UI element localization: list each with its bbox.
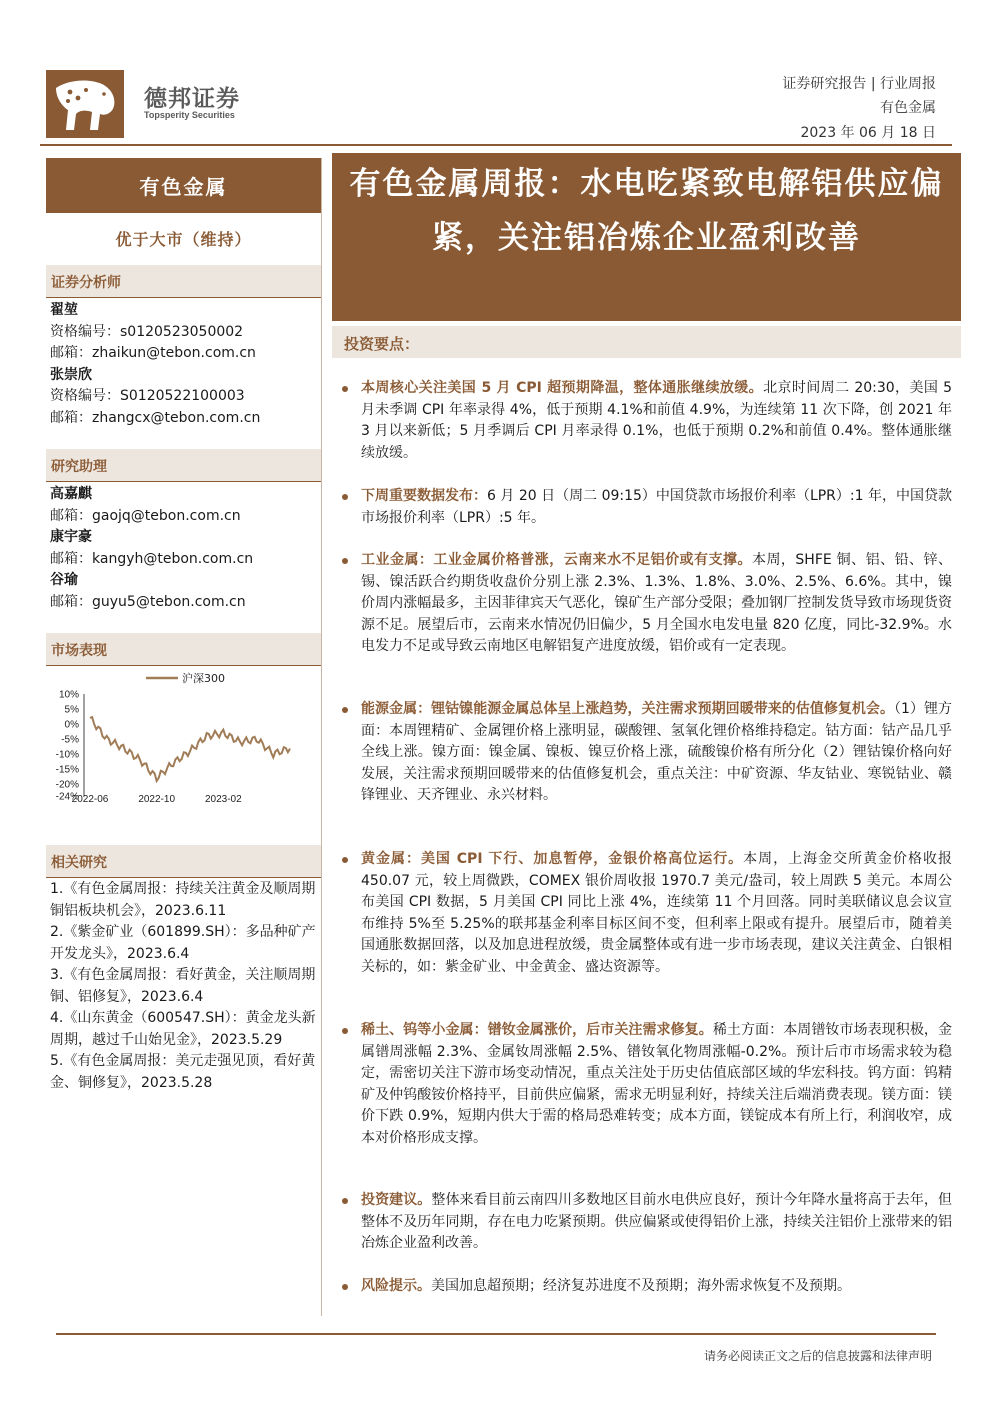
key-point <box>340 1020 952 1149</box>
analyst-cert: 资格编号：S0120522100003 <box>50 388 245 404</box>
assistant-name: 康宇豪 <box>50 529 92 545</box>
key-point <box>340 550 952 658</box>
series-line <box>90 717 290 781</box>
bullet-icon <box>342 1028 348 1034</box>
key-point-lead: 风险提示。 <box>361 1278 431 1294</box>
y-tick-label: 0% <box>64 719 79 731</box>
key-point <box>340 699 952 807</box>
report-title: 有色金属周报：水电吃紧致电解铝供应偏紧，关注铝冶炼企业盈利改善 <box>332 153 961 321</box>
column-divider <box>321 158 322 1316</box>
bullet-icon <box>342 707 348 713</box>
divider <box>46 481 321 482</box>
bullet-icon <box>342 1198 348 1204</box>
x-tick-label: 2022-10 <box>138 794 176 805</box>
related-item[interactable]: 1.《有色金属周报：持续关注黄金及顺周期铜铝板块机会》，2023.6.11 <box>50 881 316 919</box>
related-heading: 相关研究 <box>46 845 321 877</box>
key-point <box>340 1190 952 1255</box>
brand-name-cn: 德邦证券 <box>144 86 240 112</box>
assistant-email[interactable]: 邮箱：guyu5@tebon.com.cn <box>50 593 246 610</box>
assistants-heading: 研究助理 <box>46 449 321 481</box>
related-item[interactable]: 3.《有色金属周报：看好黄金，关注顺周期铜、铝修复》，2023.6.4 <box>50 967 316 1005</box>
key-point-body: 北京时间周二 20:30，美国 5 月未季调 CPI 年率录得 4%，低于预期 4.1%和前值 4.9%，为连续第 11 次下降，创 2021 年 3 月以来新低；5 月季调后 CPI 月率录得 0.1%，也低于预期 0.2%和前值 0.4%。整体通胀继续放缓。 <box>361 380 953 461</box>
market-heading: 市场表现 <box>46 633 321 665</box>
key-point-lead: 下周重要数据发布： <box>361 488 488 504</box>
key-point <box>340 378 952 464</box>
y-tick-label: -24% <box>55 791 79 803</box>
rating: 优于大市（维持） <box>115 230 252 249</box>
related-item[interactable]: 4.《山东黄金（600547.SH）：黄金龙头新周期，越过千山始见金》，2023.5.29 <box>50 1010 316 1048</box>
key-point-lead: 黄金属：美国 CPI 下行、加息暂停，金银价格高位运行。 <box>361 851 744 867</box>
key-point-body: 整体来看目前云南四川多数地区目前水电供应良好，预计今年降水量将高于去年，但整体不及历年同期，存在电力吃紧预期。供应偏紧或使得铝价上涨，持续关注铝价上涨带来的铝冶炼企业盈利改善。 <box>361 1192 953 1251</box>
footer-divider <box>56 1333 936 1335</box>
analysts-heading: 证券分析师 <box>46 265 321 297</box>
y-tick-label: -10% <box>55 749 79 761</box>
key-point-body: （1）锂方面：本周锂精矿、金属锂价格上涨明显，碳酸锂、氢氧化锂价格维持稳定。钴方面：钴产品几乎全线上涨。镍方面：镍金属、镍板、镍豆价格上涨，硫酸镍价格有所分化（2）锂钴镍价格向好发展，关注需求预期回暖带来的估值修复机会，重点关注：中矿资源、华友钴业、寒锐钴业、赣锋锂业、天齐锂业、永兴材料。 <box>361 701 952 803</box>
divider <box>46 297 321 298</box>
x-tick-label: 2023-02 <box>204 794 242 805</box>
brand-name-en: Topsperity Securities <box>144 110 235 120</box>
x-tick-label: 2022-06 <box>71 794 109 805</box>
analyst-email[interactable]: 邮箱：zhangcx@tebon.com.cn <box>50 409 261 426</box>
legend-label: 沪深300 <box>182 672 225 685</box>
key-points-heading: 投资要点： <box>332 326 961 358</box>
analyst-name: 张崇欣 <box>50 366 92 383</box>
related-item[interactable]: 2.《紫金矿业（601899.SH）：多品种矿产开发龙头》，2023.6.4 <box>50 924 316 962</box>
y-tick-label: 10% <box>58 689 79 701</box>
key-point <box>340 849 952 978</box>
key-point-lead: 稀土、钨等小金属：镨钕金属涨价，后市关注需求修复。 <box>361 1022 713 1038</box>
divider <box>46 877 321 878</box>
y-tick-label: -15% <box>55 764 79 776</box>
key-point-lead: 本周核心关注美国 5 月 CPI 超预期降温，整体通胀继续放缓。 <box>361 380 764 396</box>
key-point-body: 6 月 20 日（周二 09:15）中国贷款市场报价利率（LPR）:1 年，中国贷款市场报价利率（LPR）:5 年。 <box>361 488 953 526</box>
related-item[interactable]: 5.《有色金属周报：美元走强见顶，看好黄金、铜修复》，2023.5.28 <box>50 1053 316 1091</box>
y-tick-label: -5% <box>61 734 79 746</box>
key-point-body: 美国加息超预期；经济复苏进度不及预期；海外需求恢复不及预期。 <box>431 1278 851 1294</box>
y-tick-label: 5% <box>64 704 79 716</box>
bullet-icon <box>342 386 348 392</box>
key-point-body: 本周，SHFE 铜、铝、铅、锌、锡、镍活跃合约期货收盘价分别上涨 2.3%、1.3%、1.8%、3.0%、2.5%、6.6%。其中，镍价周内涨幅最多，主因菲律宾天气恶化，镍矿生产部分受限；叠加钢厂控制发货导致市场现货资源不足。展望后市，云南来水情况仍旧偏少，5 月全国水电发电量 820 亿度，同比-32.9%。水电发力不足或导致云南地区电解铝复产进度放缓，铝价或有一定表现。 <box>361 552 953 654</box>
bullet-icon <box>342 1284 348 1290</box>
assistant-block <box>50 484 253 613</box>
brand-logo <box>46 70 124 138</box>
assistant-name: 高嘉麒 <box>50 486 92 502</box>
analyst-cert: 资格编号：s0120523050002 <box>50 323 244 340</box>
related-list <box>50 879 318 1094</box>
key-point-body: 稀土方面：本周镨钕市场表现积极，金属镨周涨幅 2.3%、金属钕周涨幅 2.5%、镨钕氧化物周涨幅-0.2%。预计后市市场需求较为稳定，需密切关注下游市场变动情况，重点关注处于历史估值底部区域的华宏科技。钨方面：钨精矿及仲钨酸铵价格持平，目前供应偏紧，需求无明显利好，持续关注后端消费表现。镁方面：镁价下跌 0.9%，短期内供大于需的格局恐难转变；成本方面，镁锭成本有所上行，利润收窄，成本对价格形成支撑。 <box>361 1022 952 1146</box>
bullet-icon <box>342 558 348 564</box>
bullet-icon <box>342 494 348 500</box>
assistant-email[interactable]: 邮箱：kangyh@tebon.com.cn <box>50 550 254 567</box>
key-point <box>340 486 952 529</box>
report-date: 2023 年 06 月 18 日 <box>800 125 936 141</box>
y-tick-label: -20% <box>55 779 79 791</box>
market-chart-svg <box>46 666 321 806</box>
header-divider <box>40 144 952 146</box>
bullet-icon <box>342 857 348 863</box>
footer-disclaimer: 请务必阅读正文之后的信息披露和法律声明 <box>703 1349 932 1363</box>
key-point-body: 本周，上海金交所黄金价格收报 450.07 元，较上周微跌，COMEX 银价周收报 1970.7 美元/盎司，较上周跌 5 美元。本周公布美国 CPI 数据，5 月美国 CPI 同比上涨 4%，连续第 11 个月回落。同时美联储议息会议宣布维持 5%至 5.25%的联邦基金利率目标区间不变，但利率上限或有提升。展望后市，随着美国通胀数据回落，以及加息进程放缓，贵金属整体或有进一步市场表现，建议关注黄金、白银相关标的，如：紫金矿业、中金黄金、盛达资源等。 <box>361 851 953 975</box>
key-point-lead: 工业金属：工业金属价格普涨，云南来水不足铝价或有支撑。 <box>361 552 752 568</box>
leopard-logo-icon <box>46 70 124 138</box>
key-point-lead: 投资建议。 <box>361 1192 432 1208</box>
key-point-lead: 能源金属：锂钴镍能源金属总体呈上涨趋势，关注需求预期回暖带来的估值修复机会。 <box>361 701 894 717</box>
analyst-email[interactable]: 邮箱：zhaikun@tebon.com.cn <box>50 345 256 361</box>
report-type: 证券研究报告 | 行业周报 <box>782 76 936 92</box>
assistant-email[interactable]: 邮箱：gaojq@tebon.com.cn <box>50 507 241 524</box>
analyst-block <box>50 300 260 429</box>
analyst-name: 翟堃 <box>50 302 78 318</box>
sector-label: 有色金属 <box>46 158 321 213</box>
header-sector: 有色金属 <box>880 100 936 116</box>
key-point <box>340 1276 952 1298</box>
assistant-name: 谷瑜 <box>50 572 78 588</box>
market-chart <box>46 666 321 806</box>
